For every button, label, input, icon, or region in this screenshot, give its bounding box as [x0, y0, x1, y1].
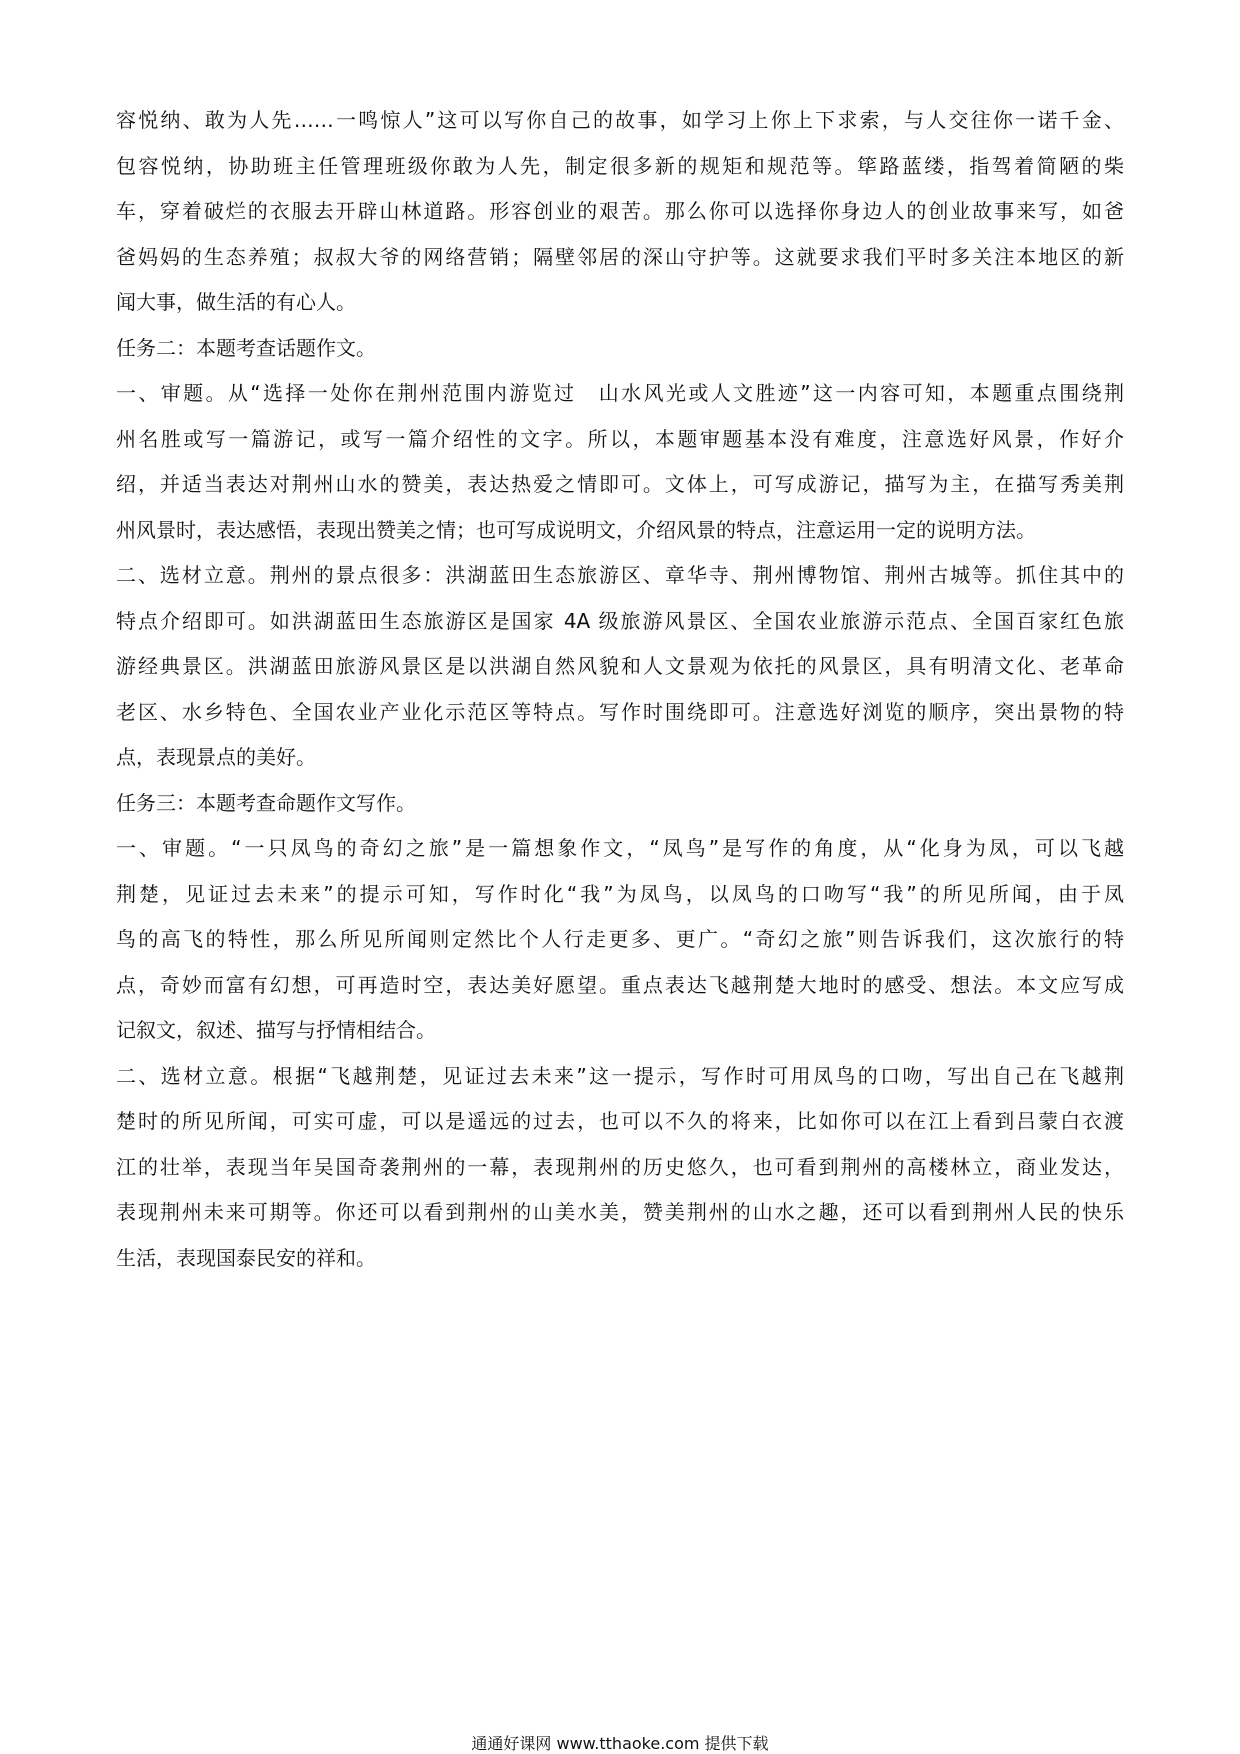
text-line: 二、选材立意。根据“飞越荆楚，见证过去未来”这一提示，写作时可用凤鸟的口吻，写出自己在飞越荆 — [116, 1063, 1124, 1088]
text-line: 楚时的所见所闻，可实可虚，可以是遥远的过去，也可以不久的将来，比如你可以在江上看到吕蒙白衣渡 — [116, 1109, 1124, 1133]
text-line: 二、选材立意。荆州的景点很多：洪湖蓝田生态旅游区、章华寺、荆州博物馆、荆州古城等。抓住其中的 — [116, 563, 1124, 587]
text-line: 点，奇妙而富有幻想，可再造时空，表达美好愿望。重点表达飞越荆楚大地时的感受、想法。本文应写成 — [116, 972, 1124, 997]
text-line: 任务三：本题考查命题作文写作。 — [116, 790, 416, 815]
text-line: 容悦纳、敢为人先……一鸣惊人”这可以写你自己的故事，如学习上你上下求索，与人交往你一诺千金、 — [116, 108, 1124, 132]
text-line: 州名胜或写一篇游记，或写一篇介绍性的文字。所以，本题审题基本没有难度，注意选好风景，作好介 — [116, 426, 1124, 451]
text-line: 任务二：本题考查话题作文。 — [116, 335, 376, 360]
text-line: 一、审题。“一只凤鸟的奇幻之旅”是一篇想象作文，“凤鸟”是写作的角度，从“化身为凤，可以飞越 — [116, 836, 1124, 860]
text-line: 老区、水乡特色、全国农业产业化示范区等特点。写作时围绕即可。注意选好浏览的顺序，突出景物的特 — [116, 699, 1124, 724]
text-line: 荆楚，见证过去未来”的提示可知，写作时化“我”为凤鸟，以凤鸟的口吻写“我”的所见所闻，由于凤 — [116, 881, 1124, 906]
text-line: 鸟的高飞的特性，那么所见所闻则定然比个人行走更多、更广。“奇幻之旅”则告诉我们，这次旅行的特 — [116, 927, 1124, 951]
text-line: 生活，表现国泰民安的祥和。 — [116, 1245, 376, 1270]
text-line: 特点介绍即可。如洪湖蓝田生态旅游区是国家 4A 级旅游风景区、全国农业旅游示范点、全国百家红色旅 — [116, 608, 1124, 633]
text-line: 点，表现景点的美好。 — [116, 745, 316, 769]
text-line: 游经典景区。洪湖蓝田旅游风景区是以洪湖自然风貌和人文景观为依托的风景区，具有明清文化、老革命 — [116, 654, 1124, 678]
text-line: 一、审题。从“选择一处你在荆州范围内游览过 山水风光或人文胜迹”这一内容可知，本题重点围绕荆 — [116, 381, 1124, 405]
text-line: 车，穿着破烂的衣服去开辟山林道路。形容创业的艰苦。那么你可以选择你身边人的创业故事来写，如爸 — [116, 199, 1124, 223]
text-line: 绍，并适当表达对荆州山水的赞美，表达热爱之情即可。文体上，可写成游记，描写为主，在描写秀美荆 — [116, 472, 1124, 496]
text-line: 表现荆州未来可期等。你还可以看到荆州的山美水美，赞美荆州的山水之趣，还可以看到荆州人民的快乐 — [116, 1200, 1124, 1224]
document-body — [116, 98, 1124, 1281]
text-line: 州风景时，表达感悟，表现出赞美之情；也可写成说明文，介绍风景的特点，注意运用一定的说明方法。 — [116, 517, 1036, 542]
text-line: 闻大事，做生活的有心人。 — [116, 290, 356, 314]
text-line: 包容悦纳，协助班主任管理班级你敢为人先，制定很多新的规矩和规范等。筚路蓝缕，指驾着简陋的柴 — [116, 153, 1124, 178]
text-line: 江的壮举，表现当年吴国奇袭荆州的一幕，表现荆州的历史悠久，也可看到荆州的高楼林立，商业发达， — [116, 1154, 1124, 1179]
text-line: 记叙文，叙述、描写与抒情相结合。 — [116, 1018, 436, 1042]
text-line: 爸妈妈的生态养殖；叔叔大爷的网络营销；隔壁邻居的深山守护等。这就要求我们平时多关注本地区的新 — [116, 244, 1124, 269]
page-footer: 通通好课网 www.tthaoke.com 提供下载 — [471, 1734, 769, 1753]
